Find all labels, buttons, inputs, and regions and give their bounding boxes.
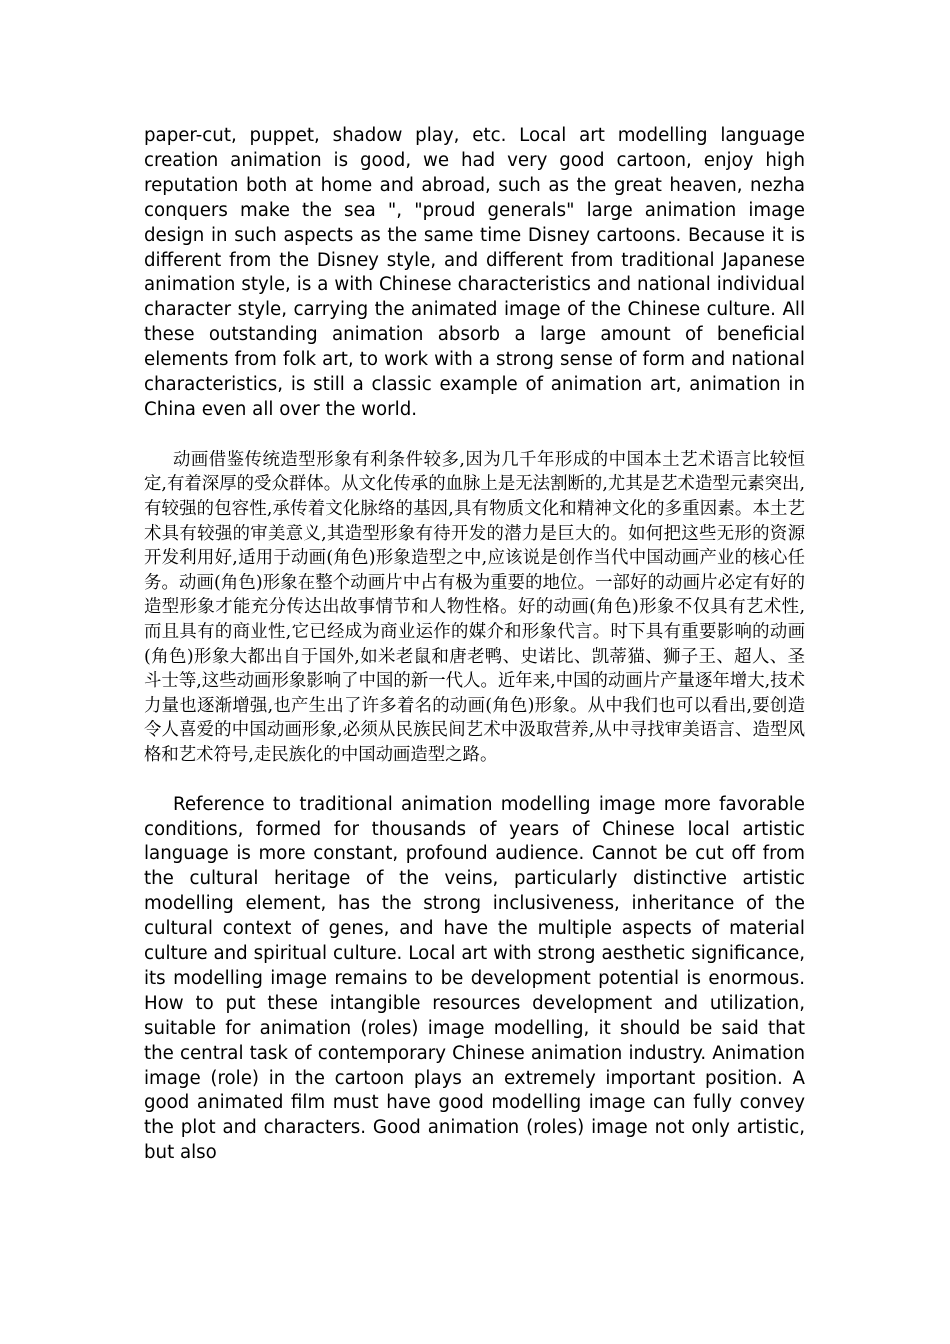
- document-page: [144, 124, 805, 1166]
- paragraph-gap: [144, 768, 805, 793]
- english-paragraph-continued: paper-cut, puppet, shadow play, etc. Local art modelling language creation animation is good, we had very good cartoon, enjoy high reputation both at home and abroad, such as the great heaven, nezha conquers make the sea ", "proud generals" large animation image design in such aspects as the same time Disney cartoons. Because it is different from the Disney style, and different from traditional Japanese animation style, is a with Chinese characteristics and national individual character style, carrying the animated image of the Chinese culture. All these outstanding animation absorb a large amount of beneficial elements from folk art, to work with a strong sense of form and national characteristics, is still a classic example of animation art, animation in China even all over the world.: [144, 125, 805, 420]
- chinese-paragraph: 动画借鉴传统造型形象有利条件较多,因为几千年形成的中国本土艺术语言比较恒定,有着深厚的受众群体。从文化传承的血脉上是无法割断的,尤其是艺术造型元素突出,有较强的包容性,承传着文化脉络的基因,具有物质文化和精神文化的多重因素。本土艺术具有较强的审美意义,其造型形象有待开发的潜力是巨大的。如何把这些无形的资源开发利用好,适用于动画(角色)形象造型之中,应该说是创作当代中国动画产业的核心任务。动画(角色)形象在整个动画片中占有极为重要的地位。一部好的动画片必定有好的造型形象才能充分传达出故事情节和人物性格。好的动画(角色)形象不仅具有艺术性,而且具有的商业性,它已经成为商业运作的媒介和形象代言。时下具有重要影响的动画(角色)形象大都出自于国外,如米老鼠和唐老鸭、史诺比、凯蒂猫、狮子王、超人、圣斗士等,这些动画形象影响了中国的新一代人。近年来,中国的动画片产量逐年增大,技术力量也逐渐增强,也产生出了许多着名的动画(角色)形象。从中我们也可以看出,要创造令人喜爱的中国动画形象,必须从民族民间艺术中汲取营养,从中寻找审美语言、造型风格和艺术符号,走民族化的中国动画造型之路。: [144, 449, 805, 765]
- paragraph-gap: [144, 423, 805, 448]
- english-paragraph-translation: Reference to traditional animation modelling image more favorable conditions, formed for thousands of years of Chinese local artistic language is more constant, profound audience. Cannot be cut off from the cultural heritage of the veins, particularly distinctive artistic modelling element, has the strong inclusiveness, inheritance of the cultural context of genes, and have the multiple aspects of material culture and spiritual culture. Local art with strong aesthetic significance, its modelling image remains to be development potential is enormous. How to put these intangible resources development and utilization, suitable for animation (roles) image modelling, it should be said that the central task of contemporary Chinese animation industry. Animation image (role) in the cartoon plays an extremely important position. A good animated film must have good modelling image can fully convey the plot and characters. Good animation (roles) image not only artistic, but also: [144, 793, 805, 1164]
